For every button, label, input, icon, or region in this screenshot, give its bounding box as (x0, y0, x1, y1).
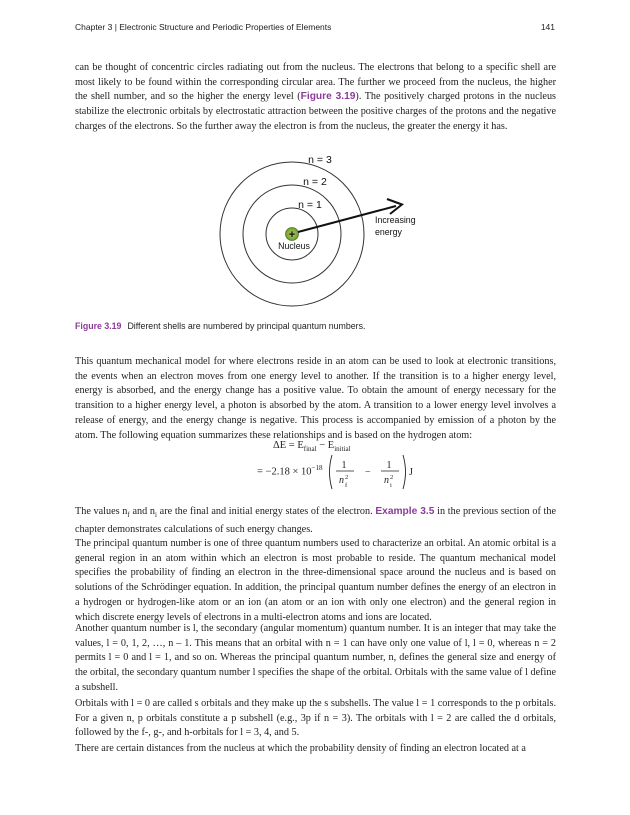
figure-3-19-link[interactable]: Figure 3.19 (300, 91, 356, 103)
label-increasing: Increasing (375, 215, 416, 225)
paragraph-2: This quantum mechanical model for where electrons reside in an atom can be used to look at electronic transitions, the events when an electron moves from one energy level to another. If the transition is to a higher energy level, energy is absorbed, and the energy change has a positive value. To obtain the amount of energy necessary for the transition to a higher energy level, a photon is absorbed by the atom. A transition to a lower energy level involves a release of energy, and the energy change is negative. This process is accompanied by emission of a photon by the atom. The following equation summarizes these relationships and is based on the hydrogen atom: (75, 356, 556, 441)
figure-caption (75, 321, 365, 331)
caption-label: Figure 3.19 (75, 321, 122, 331)
label-n1: n = 1 (298, 199, 322, 211)
equation-fractions (327, 452, 437, 492)
svg-text:J: J (409, 467, 413, 478)
shells-figure (0, 145, 630, 315)
svg-text:f: f (345, 482, 348, 489)
page-number: 141 (540, 22, 555, 32)
svg-text:n: n (384, 475, 389, 486)
nucleus-plus: + (288, 229, 296, 241)
label-n2: n = 2 (303, 176, 327, 188)
svg-text:2: 2 (390, 474, 394, 481)
page-header (75, 22, 555, 32)
paragraph-5: Another quantum number is l, the secondary (angular momentum) quantum number. It is an integer that may take the values, l = 0, 1, 2, …, n – 1. This means that an orbital with n = 1 can have only one value of l, l = 0, whereas n = 2 permits l = 0 and l = 1, and so on. Whereas the principal quantum number, n, defines the general size and energy of the orbital, the secondary quantum number l specifies the shape of the orbital. Orbitals with the same value of l define a subshell. (75, 623, 556, 693)
equation-line-1: $\Delta E = E_{final} - E_{initial}$ (273, 440, 351, 454)
label-nucleus: Nucleus (278, 241, 310, 251)
svg-text:n: n (339, 475, 344, 486)
caption-text: Different shells are numbered by principal quantum numbers. (127, 321, 366, 331)
paragraph-7: There are certain distances from the nucleus at which the probability density of finding an electron located at a (75, 743, 526, 754)
svg-text:1: 1 (341, 460, 347, 471)
svg-text:2: 2 (345, 474, 349, 481)
paragraph-3: The values $n_f$ and $n_i$ are the final and initial energy states of the electron. Example 3.5 in the previous section of the chapter demonstrates calculations of such energy changes. (75, 506, 556, 535)
chapter-title: Chapter 3 | Electronic Structure and Periodic Properties of Elements (75, 22, 332, 32)
label-energy: energy (375, 227, 402, 237)
label-n3: n = 3 (308, 154, 332, 166)
paragraph-1: can be thought of concentric circles radiating out from the nucleus. The electrons that belong to a specific shell are most likely to be found within the corresponding circular area. The further we proceed from the nucleus, the higher the shell number, and so the higher the energy level (Figure 3.19). The positively charged protons in the nucleus stabilize the electronic orbitals by electrostatic attraction between the positive charges of the protons and the negative charges of the electrons. So the further away the electron is from the nucleus, the greater the energy it has. (75, 62, 556, 132)
svg-text:1: 1 (386, 460, 392, 471)
paragraph-4: The principal quantum number is one of three quantum numbers used to characterize an orbital. An atomic orbital is a general region in an atom within which an electron is most probable to reside. The quantum mechanical model specifies the probability of finding an electron in the three-dimensional space around the nucleus and is based on solutions of the Schrödinger equation. In addition, the principal quantum number defines the energy of an electron in a hydrogen or hydrogen-like atom or an ion (an atom or an ion with only one electron) and the general region in which discrete energy levels of electrons in a multi-electron atoms and ions are located. (75, 538, 556, 623)
example-3-5-link[interactable]: Example 3.5 (375, 506, 435, 517)
equation-line-2: = $-2.18 \times 10^{-18}$ (257, 464, 323, 478)
svg-text:−: − (365, 467, 371, 478)
paragraph-6: Orbitals with l = 0 are called s orbitals and they make up the s subshells. The value l = 1 corresponds to the p orbitals. For a given n, p orbitals constitute a p subshell (e.g., 3p if n = 3). The orbitals with l = 2 are called the d orbitals, followed by the f-, g-, and h-orbitals for l = 3, 4, and 5. (75, 698, 556, 739)
svg-text:i: i (390, 482, 392, 489)
